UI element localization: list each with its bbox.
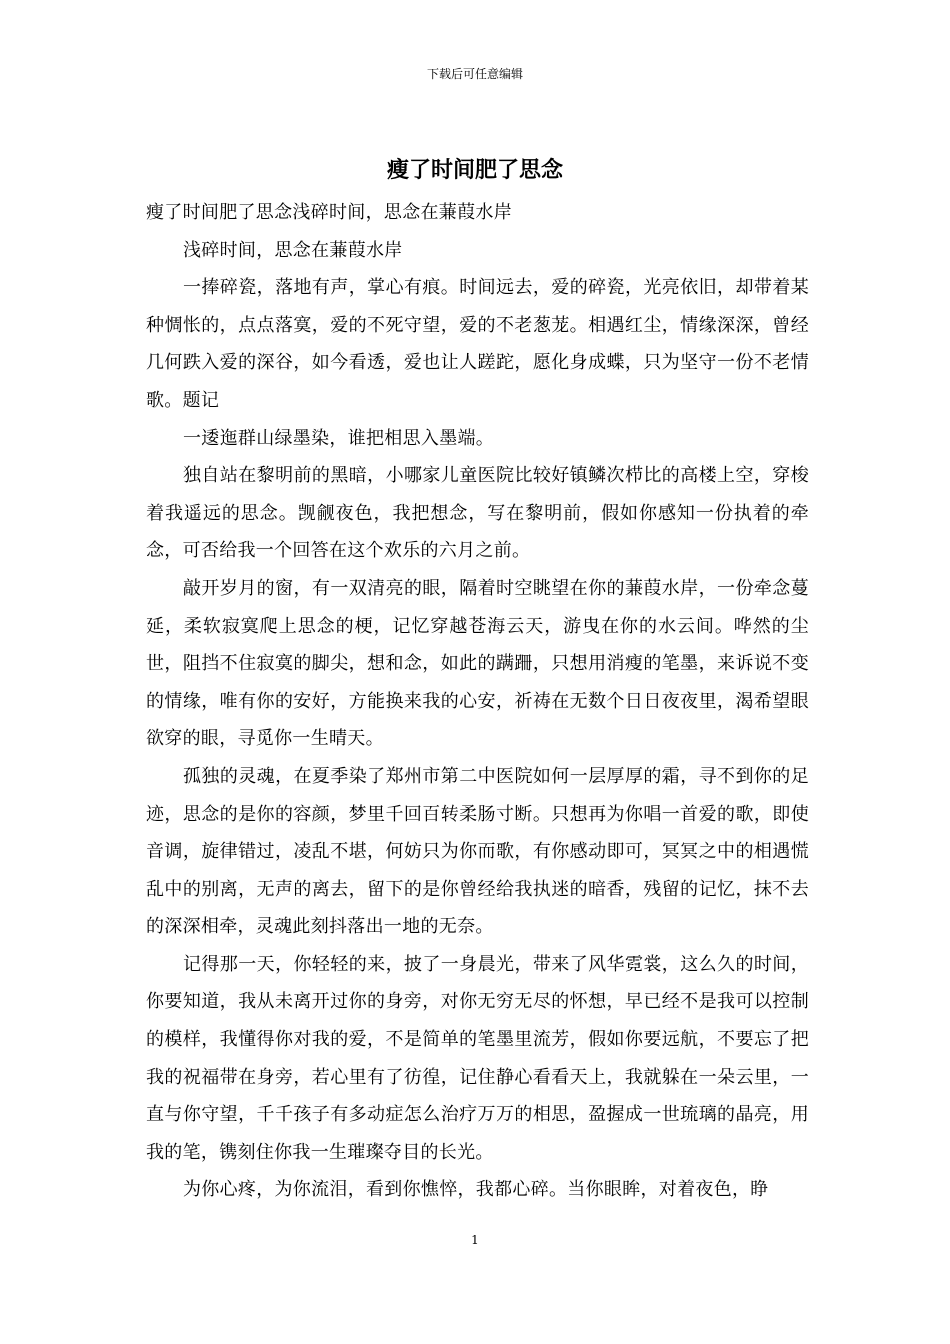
paragraph: 一捧碎瓷，落地有声，掌心有痕。时间远去，爱的碎瓷，光亮依旧，却带着某种惆怅的，点点落寞，爱的不死守望，爱的不老葱茏。相遇红尘，情缘深深，曾经几何跌入爱的深谷，如今看透，爱也让人蹉跎，愿化身成蝶，只为坚守一份不老情歌。题记 (146, 277, 809, 411)
paragraph-subtitle: 瘦了时间肥了思念浅碎时间，思念在蒹葭水岸 (146, 202, 512, 223)
paragraph: 独自站在黎明前的黑暗，小哪家儿童医院比较好镇鳞次栉比的高楼上空，穿梭着我遥远的思念。觊觎夜色，我把想念，写在黎明前，假如你感知一份执着的牵念，可否给我一个回答在这个欢乐的六月之前。 (146, 465, 809, 562)
paragraph: 记得那一天，你轻轻的来，披了一身晨光，带来了风华霓裳，这么久的时间，你要知道，我从未离开过你的身旁，对你无穷无尽的怀想，早已经不是我可以控制的模样，我懂得你对我的爱，不是简单的笔墨里流芳，假如你要远航，不要忘了把我的祝福带在身旁，若心里有了彷徨，记住静心看看天上，我就躲在一朵云里，一直与你守望，千千孩子有多动症怎么治疗万万的相思，盈握成一世琉璃的晶亮，用我的笔，镌刻住你我一生璀璨夺目的长光。 (146, 953, 809, 1163)
paragraph: 浅碎时间，思念在蒹葭水岸 (183, 239, 403, 261)
document-title: 瘦了时间肥了思念 (386, 157, 563, 183)
paragraph: 敲开岁月的窗，有一双清亮的眼，隔着时空眺望在你的蒹葭水岸，一份牵念蔓延，柔软寂寞爬上思念的梗，记忆穿越苍海云天，游曳在你的水云间。哗然的尘世，阻挡不住寂寞的脚尖，想和念，如此的蹒跚，只想用消瘦的笔墨，来诉说不变的情缘，唯有你的安好，方能换来我的心安，祈祷在无数个日日夜夜里，渴希望眼欲穿的眼，寻觅你一生晴天。 (146, 577, 809, 750)
paragraph: 为你心疼，为你流泪，看到你憔悴，我都心碎。当你眼眸，对着夜色，睁 (183, 1179, 769, 1201)
paragraph: 一逶迤群山绿墨染，谁把相思入墨端。 (183, 427, 495, 449)
page-number: 1 (471, 1233, 479, 1247)
document-body (146, 194, 809, 1209)
paragraph: 孤独的灵魂，在夏季染了郑州市第二中医院如何一层厚厚的霜，寻不到你的足迹，思念的是你的容颜，梦里千回百转柔肠寸断。只想再为你唱一首爱的歌，即使音调，旋律错过，凌乱不堪，何妨只为你而歌，有你感动即可，冥冥之中的相遇慌乱中的别离，无声的离去，留下的是你曾经给我执迷的暗香，残留的记忆，抹不去的深深相牵，灵魂此刻抖落出一地的无奈。 (146, 765, 809, 938)
page-header-note: 下载后可任意编辑 (426, 67, 523, 81)
